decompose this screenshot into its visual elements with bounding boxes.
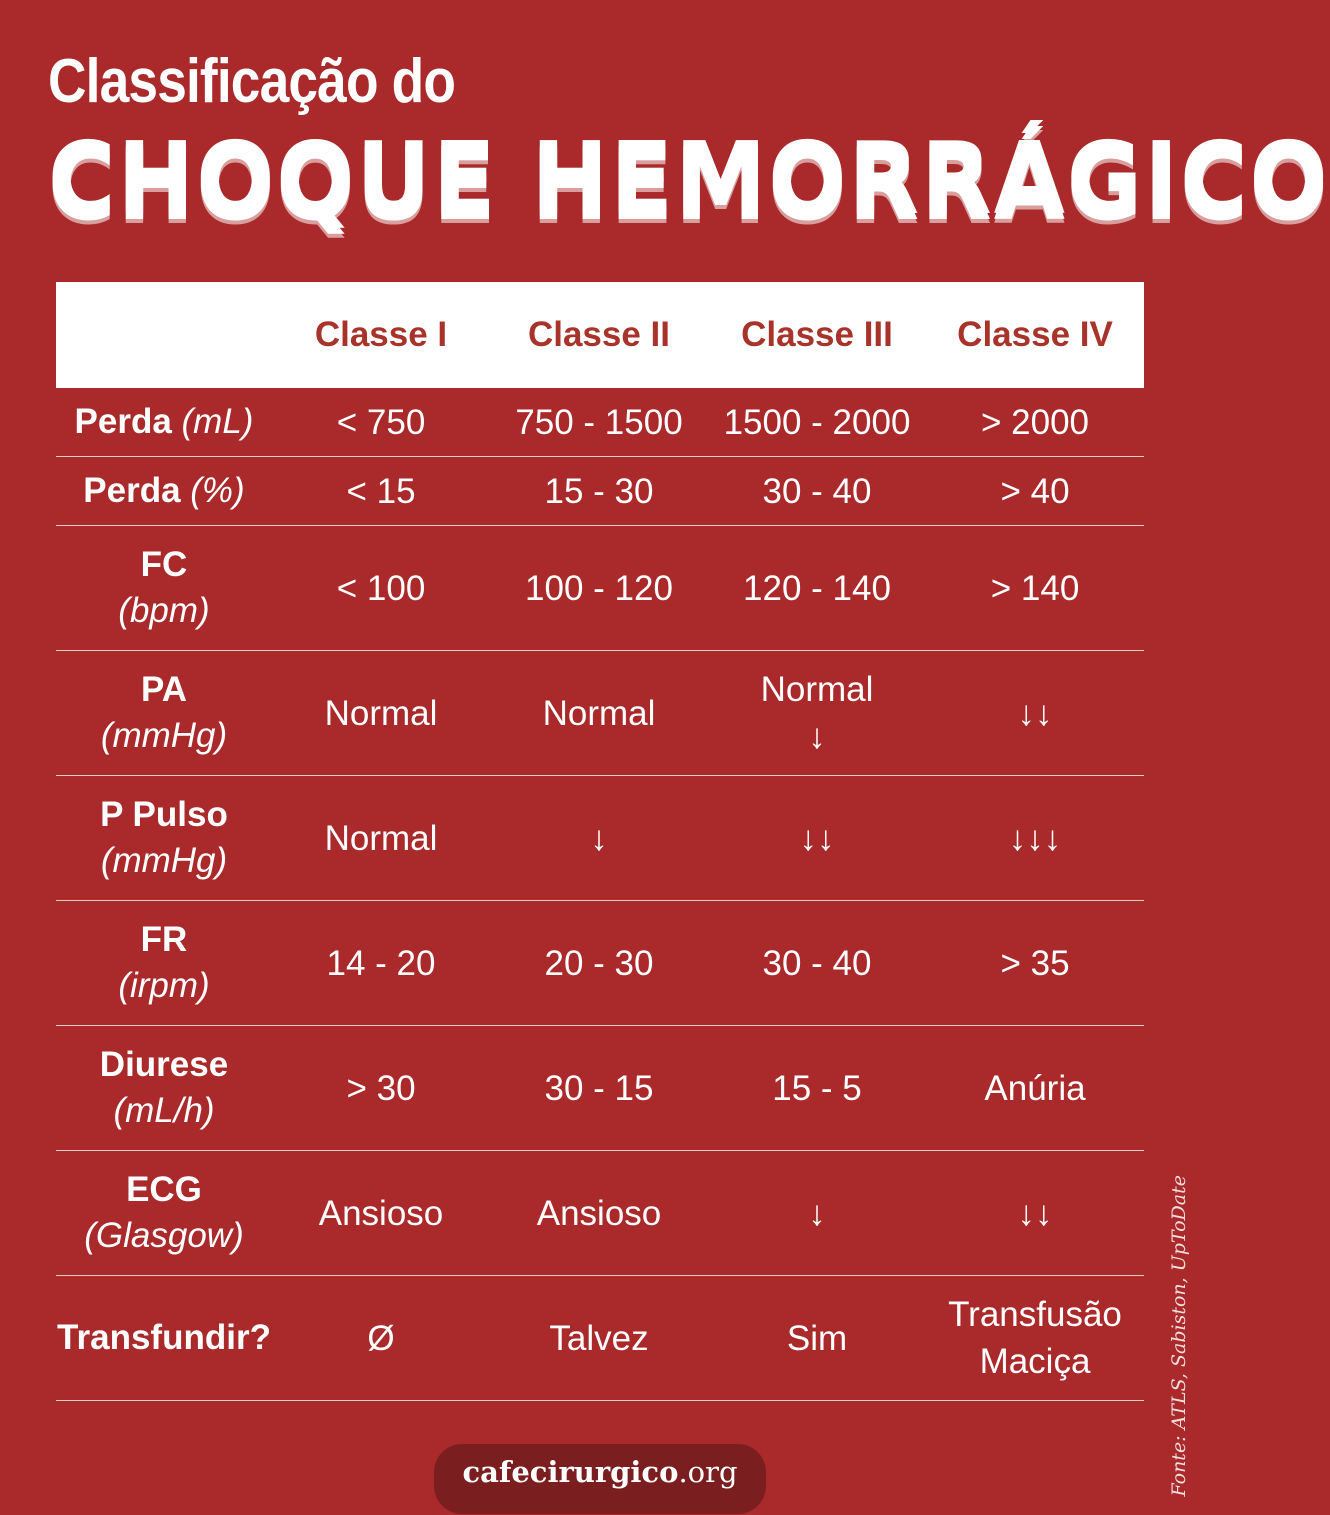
table-cell: 30 - 40 bbox=[762, 943, 872, 983]
table-row bbox=[56, 1151, 1144, 1276]
table-cell: > 140 bbox=[990, 568, 1080, 608]
table-cell: ↓↓ bbox=[1017, 1193, 1053, 1233]
row-label bbox=[56, 917, 272, 1009]
table-row bbox=[56, 526, 1144, 651]
row-label bbox=[56, 1042, 272, 1134]
table-row bbox=[56, 457, 1144, 526]
row-label bbox=[56, 542, 272, 634]
table-cell: 20 - 30 bbox=[544, 943, 654, 983]
table-cell: 15 - 30 bbox=[544, 471, 654, 511]
header-classe-iii: Classe III bbox=[741, 315, 893, 354]
table-row bbox=[56, 651, 1144, 776]
table-body bbox=[56, 388, 1144, 1401]
table-cell: Ansioso bbox=[318, 1193, 444, 1233]
row-label bbox=[56, 667, 272, 759]
table-cell: Normal bbox=[324, 693, 438, 733]
row-label-unit: (mL/h) bbox=[113, 1091, 215, 1130]
row-label-unit: (Glasgow) bbox=[84, 1216, 244, 1255]
table-cell: Normal bbox=[542, 693, 656, 733]
table-cell: 14 - 20 bbox=[326, 943, 436, 983]
table-cell: Talvez bbox=[549, 1318, 649, 1358]
table-cell: Normal bbox=[324, 818, 438, 858]
site-name: cafecirurgico bbox=[462, 1455, 679, 1489]
table-cell: 30 - 40 bbox=[762, 471, 872, 511]
row-label bbox=[56, 468, 272, 514]
source-note: Fonte: ATLS, Sabiston, UpToDate bbox=[1168, 1175, 1190, 1497]
row-label-name: ECG bbox=[126, 1170, 202, 1209]
site-tld: .org bbox=[678, 1455, 738, 1489]
header-classe-ii: Classe II bbox=[527, 315, 671, 354]
table-cell: > 30 bbox=[346, 1068, 416, 1108]
row-label-name: FC bbox=[140, 545, 188, 584]
table-cell: < 750 bbox=[336, 402, 426, 442]
table-cell: ↓↓ bbox=[1017, 693, 1053, 733]
classification-table bbox=[56, 282, 1144, 1401]
header-classe-iv: Classe IV bbox=[957, 315, 1113, 354]
table-cell: > 40 bbox=[1000, 471, 1070, 511]
header-classe-i: Classe I bbox=[314, 315, 448, 354]
table-cell: 15 - 5 bbox=[772, 1068, 862, 1108]
row-label-unit: (%) bbox=[190, 471, 245, 510]
site-badge[interactable] bbox=[434, 1444, 766, 1514]
table-cell: Transfusão Maciça bbox=[948, 1295, 1122, 1381]
table-cell: 30 - 15 bbox=[544, 1068, 654, 1108]
title-small: Classificação do bbox=[48, 47, 456, 116]
row-label-name: FR bbox=[140, 920, 188, 959]
table-cell: > 2000 bbox=[980, 402, 1090, 442]
row-label-name: PA bbox=[140, 670, 188, 709]
row-label-unit: (mL) bbox=[181, 402, 254, 441]
table-cell: Sim bbox=[786, 1318, 848, 1358]
table-cell: 1500 - 2000 bbox=[723, 402, 911, 442]
row-label-unit: (irpm) bbox=[118, 966, 210, 1005]
table-cell: Anúria bbox=[984, 1068, 1086, 1108]
table-cell: ↓↓ bbox=[799, 818, 835, 858]
table-cell: Normal ↓ bbox=[760, 670, 874, 756]
table-cell: Ansioso bbox=[536, 1193, 662, 1233]
table-row bbox=[56, 1276, 1144, 1401]
table-cell: < 100 bbox=[336, 568, 426, 608]
row-label-name: Transfundir? bbox=[57, 1318, 271, 1357]
table-row bbox=[56, 901, 1144, 1026]
row-label bbox=[56, 1167, 272, 1259]
table-cell: > 35 bbox=[1000, 943, 1070, 983]
table-row bbox=[56, 1026, 1144, 1151]
row-label bbox=[56, 1315, 272, 1361]
row-label-name: Perda bbox=[83, 471, 181, 510]
table-row bbox=[56, 388, 1144, 457]
table-cell: Ø bbox=[367, 1318, 395, 1358]
table-header-row bbox=[56, 282, 1144, 388]
table-cell: ↓↓↓ bbox=[1008, 818, 1062, 858]
table-row bbox=[56, 776, 1144, 901]
table-cell: 100 - 120 bbox=[525, 568, 673, 608]
row-label-unit: (mmHg) bbox=[100, 716, 228, 755]
row-label bbox=[56, 399, 272, 445]
table-cell: 120 - 140 bbox=[743, 568, 891, 608]
title-big: CHOQUE HEMORRÁGICO bbox=[48, 120, 1330, 237]
row-label-unit: (mmHg) bbox=[100, 841, 228, 880]
row-label-name: Diurese bbox=[99, 1045, 229, 1084]
row-label-name: P Pulso bbox=[100, 795, 228, 834]
table-cell: < 15 bbox=[346, 471, 416, 511]
row-label-unit: (bpm) bbox=[118, 591, 210, 630]
table-cell: ↓ bbox=[808, 1193, 826, 1233]
row-label-name: Perda bbox=[74, 402, 172, 441]
table-cell: 750 - 1500 bbox=[515, 402, 683, 442]
row-label bbox=[56, 792, 272, 884]
table-cell: ↓ bbox=[590, 818, 608, 858]
